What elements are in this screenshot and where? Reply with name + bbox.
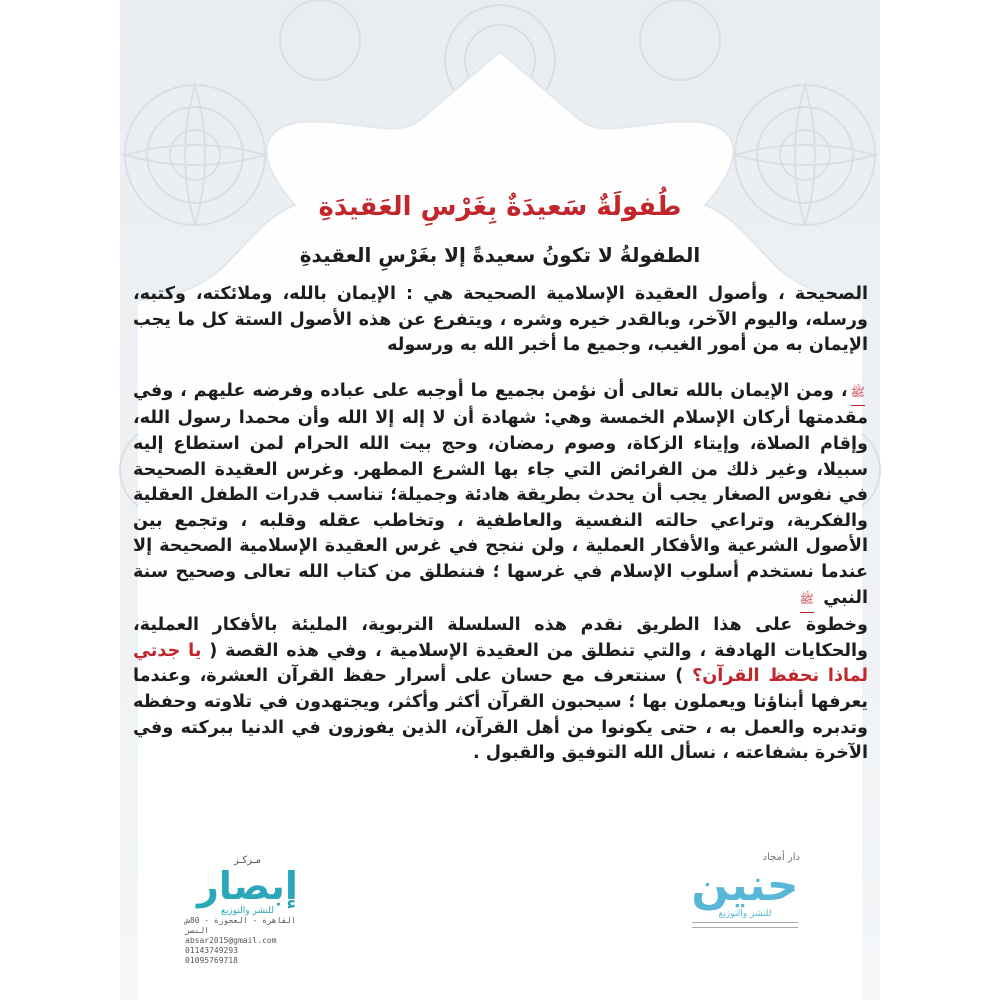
haneen-contact-lines [692,922,798,928]
paragraph-3-text-b: ) سنتعرف مع حسان على أسرار حفظ القرآن العشرة، وعندما يعرفها أبناؤنا ويعملون بها ؛ سيحبون القرآن أكثر وأكثر، ويجتهدون في تلاوته وحفظه وتدبره والعمل به ، حتى يكونوا من أهل القرآن، الذين يفوزون في الدنيا ببركته وفي الآخرة بشفاعته ، نسأل الله التوفيق والقبول . [133,666,868,764]
haneen-logo [690,852,800,962]
paragraph-3 [133,613,868,767]
haneen-logo-sub: للنشر والتوزيع [718,909,772,919]
paragraph-2-text: ، ومن الإيمان بالله تعالى أن نؤمن بجميع ما أوجبه على عباده وفرضه عليهم ، وفي مقدمتها أركان الإسلام الخمسة وهي: شهادة أن لا إله إلا الله وأن محمدا رسول الله، وإقام الصلاة، وإيتاء الزكاة، وصوم رمضان، وحج بيت الله الحرام لمن استطاع إليه سبيلا، وغير ذلك من الفرائض التي جاء بها الشرع المطهر. وغرس العقيدة الصحيحة في نفوس الصغار يجب أن يحدث بطريقة هادئة وجميلة؛ تناسب قدرات الطفل العقلية والفكرية، وتراعي حالته النفسية والعاطفية ، وتخاطب عقله وقلبه ، وتجمع بين الأصول الشرعية والأفكار العملية ، ولن ننجح في غرس العقيدة الإسلامية الصحيحة إلا عندما نستخدم أسلوب الإسلام في غرسها ؛ فننطلق من كتاب الله تعالى وصحيح سنة النبي [133,380,868,608]
paragraph-1-text: الصحيحة ، وأصول العقيدة الإسلامية الصحيحة هي : الإيمان بالله، وملائكته، وكتبه، ورسله، واليوم الآخر، وبالقدر خيره وشره ، ويتفرع عن هذه الأصول الستة كل ما يجب الإيمان به من أمور الغيب، وجميع ما أخبر الله به ورسوله [133,284,868,356]
page-title: طُفولَةٌ سَعيدَةٌ بِغَرْسِ العَقيدَةِ [318,192,682,222]
body-text [133,282,868,767]
absar-phone-1: 01143749293 [185,946,238,955]
paragraph-gap [133,359,868,379]
absar-logo [185,855,310,965]
absar-email: absar2015@gmail.com [185,936,277,945]
paragraph-1 [133,282,868,359]
absar-logo-name: إبصار [197,864,298,908]
salla-ligature-icon: ﷺ [851,380,866,407]
page-subtitle: الطفولةُ لا تكونُ سعيدةً إلا بغَرْسِ العقيدةِ [299,243,701,267]
absar-address: القاهرة - العجوزة - 80ش النصر [185,916,296,935]
paragraph-2 [133,379,868,613]
absar-logo-top: مـركـز [233,855,261,866]
absar-phone-2: 01095769718 [185,956,238,965]
paragraph-3-text-a: وخطوة على هذا الطريق نقدم هذه السلسلة التربوية، المليئة بالأفكار العملية، والحكايات الهادفة ، والتي تنطلق من العقيدة الإسلامية ، وفي هذه القصة ( [133,615,868,661]
haneen-logo-top: دار أمجاد [762,852,800,863]
absar-logo-sub: للنشر والتوزيع [221,906,274,916]
haneen-logo-name: حنين [691,860,799,911]
salla-ligature-icon: ﷺ [800,587,815,614]
book-title-highlight: يا جدتي لماذا نحفظ القرآن؟ [133,640,868,687]
